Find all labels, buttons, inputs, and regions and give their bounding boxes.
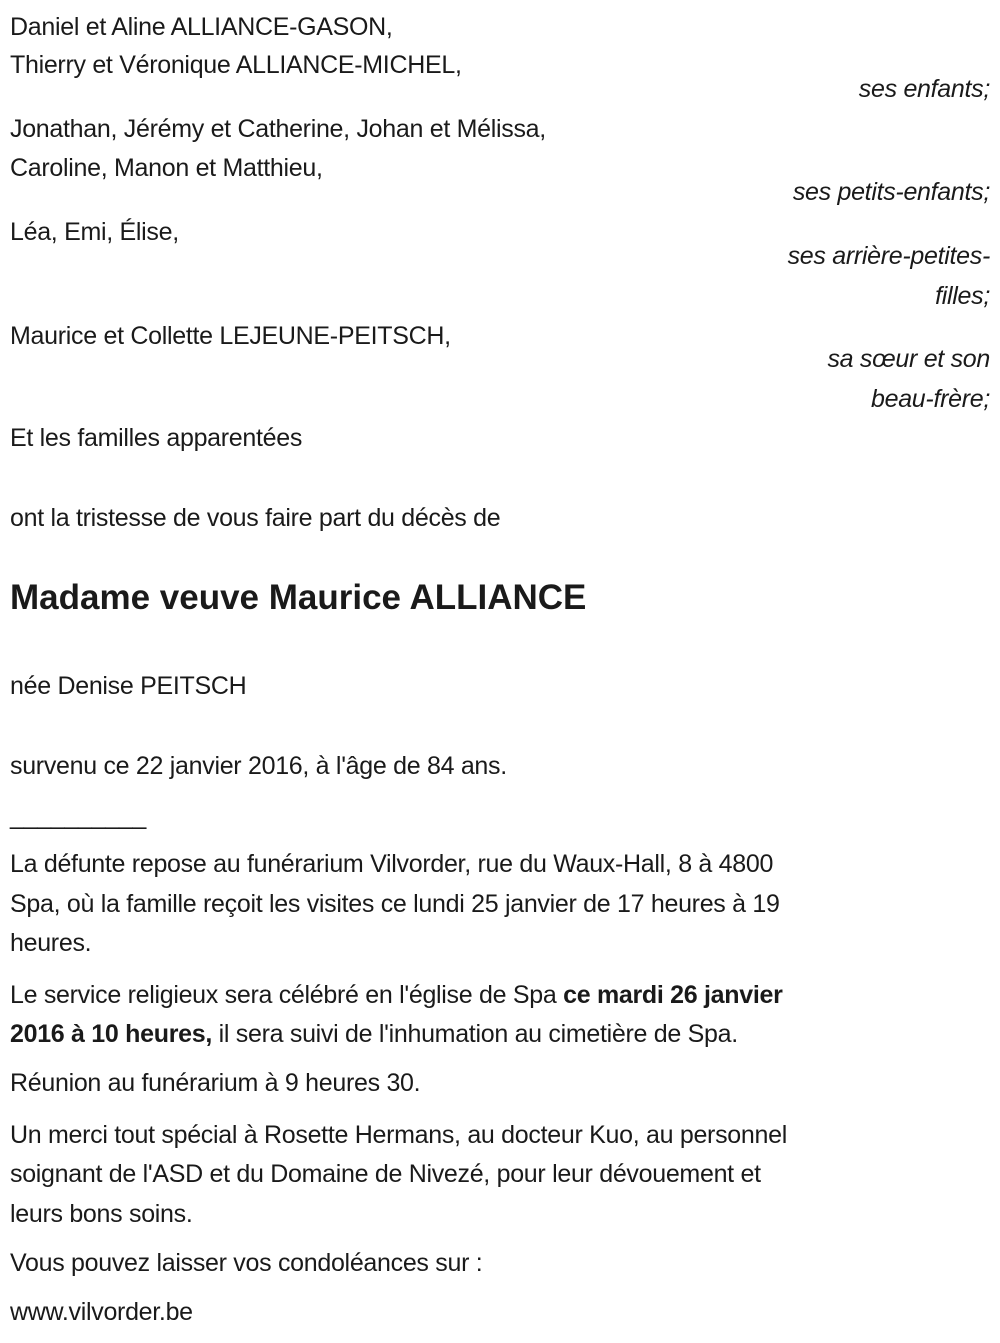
- sibling-line: Maurice et Collette LEJEUNE-PEITSCH,: [10, 322, 451, 350]
- children-line: Daniel et Aline ALLIANCE-GASON,: [10, 13, 393, 41]
- repose-line: La défunte repose au funérarium Vilvorder, rue du Waux-Hall, 8 à 4800: [10, 850, 774, 878]
- sibling-role: beau-frère;: [871, 385, 990, 413]
- death-info: survenu ce 22 janvier 2016, à l'âge de 84 ans.: [10, 752, 507, 780]
- announcement: ont la tristesse de vous faire part du décès de: [10, 504, 501, 532]
- service-text: il sera suivi de l'inhumation au cimetière de Spa.: [212, 1020, 738, 1048]
- service-line: [10, 975, 783, 1015]
- thanks-line: Un merci tout spécial à Rosette Hermans, au docteur Kuo, au personnel: [10, 1121, 787, 1149]
- grandchildren-role: ses petits-enfants;: [792, 178, 990, 206]
- birth-name: née Denise PEITSCH: [10, 672, 247, 700]
- repose-line: heures.: [10, 929, 92, 957]
- grandchildren-line: Caroline, Manon et Matthieu,: [10, 154, 323, 182]
- thanks-line: leurs bons soins.: [10, 1200, 193, 1228]
- greatgrandchildren-role: ses arrière-petites-: [787, 242, 990, 270]
- children-role: ses enfants;: [858, 75, 990, 103]
- service-date: ce mardi 26 janvier: [563, 981, 783, 1009]
- separator: __________: [10, 802, 147, 830]
- service-line: [10, 1014, 738, 1054]
- grandchildren-line: Jonathan, Jérémy et Catherine, Johan et Mélissa,: [10, 115, 546, 143]
- greatgrandchildren-line: Léa, Emi, Élise,: [10, 218, 179, 246]
- condolences: Vous pouvez laisser vos condoléances sur :: [10, 1249, 483, 1277]
- service-date: 2016 à 10 heures,: [10, 1020, 212, 1048]
- meeting: Réunion au funérarium à 9 heures 30.: [10, 1069, 421, 1097]
- greatgrandchildren-role: filles;: [935, 282, 990, 310]
- service-text: Le service religieux sera célébré en l'église de Spa: [10, 981, 564, 1009]
- repose-line: Spa, où la famille reçoit les visites ce lundi 25 janvier de 17 heures à 19: [10, 890, 780, 918]
- sibling-role: sa sœur et son: [827, 345, 990, 373]
- relatives: Et les familles apparentées: [10, 424, 303, 452]
- children-line: Thierry et Véronique ALLIANCE-MICHEL,: [10, 51, 462, 79]
- website-link[interactable]: www.vilvorder.be: [10, 1298, 193, 1326]
- thanks-line: soignant de l'ASD et du Domaine de Nivezé, pour leur dévouement et: [10, 1160, 761, 1188]
- deceased-name: Madame veuve Maurice ALLIANCE: [10, 578, 587, 617]
